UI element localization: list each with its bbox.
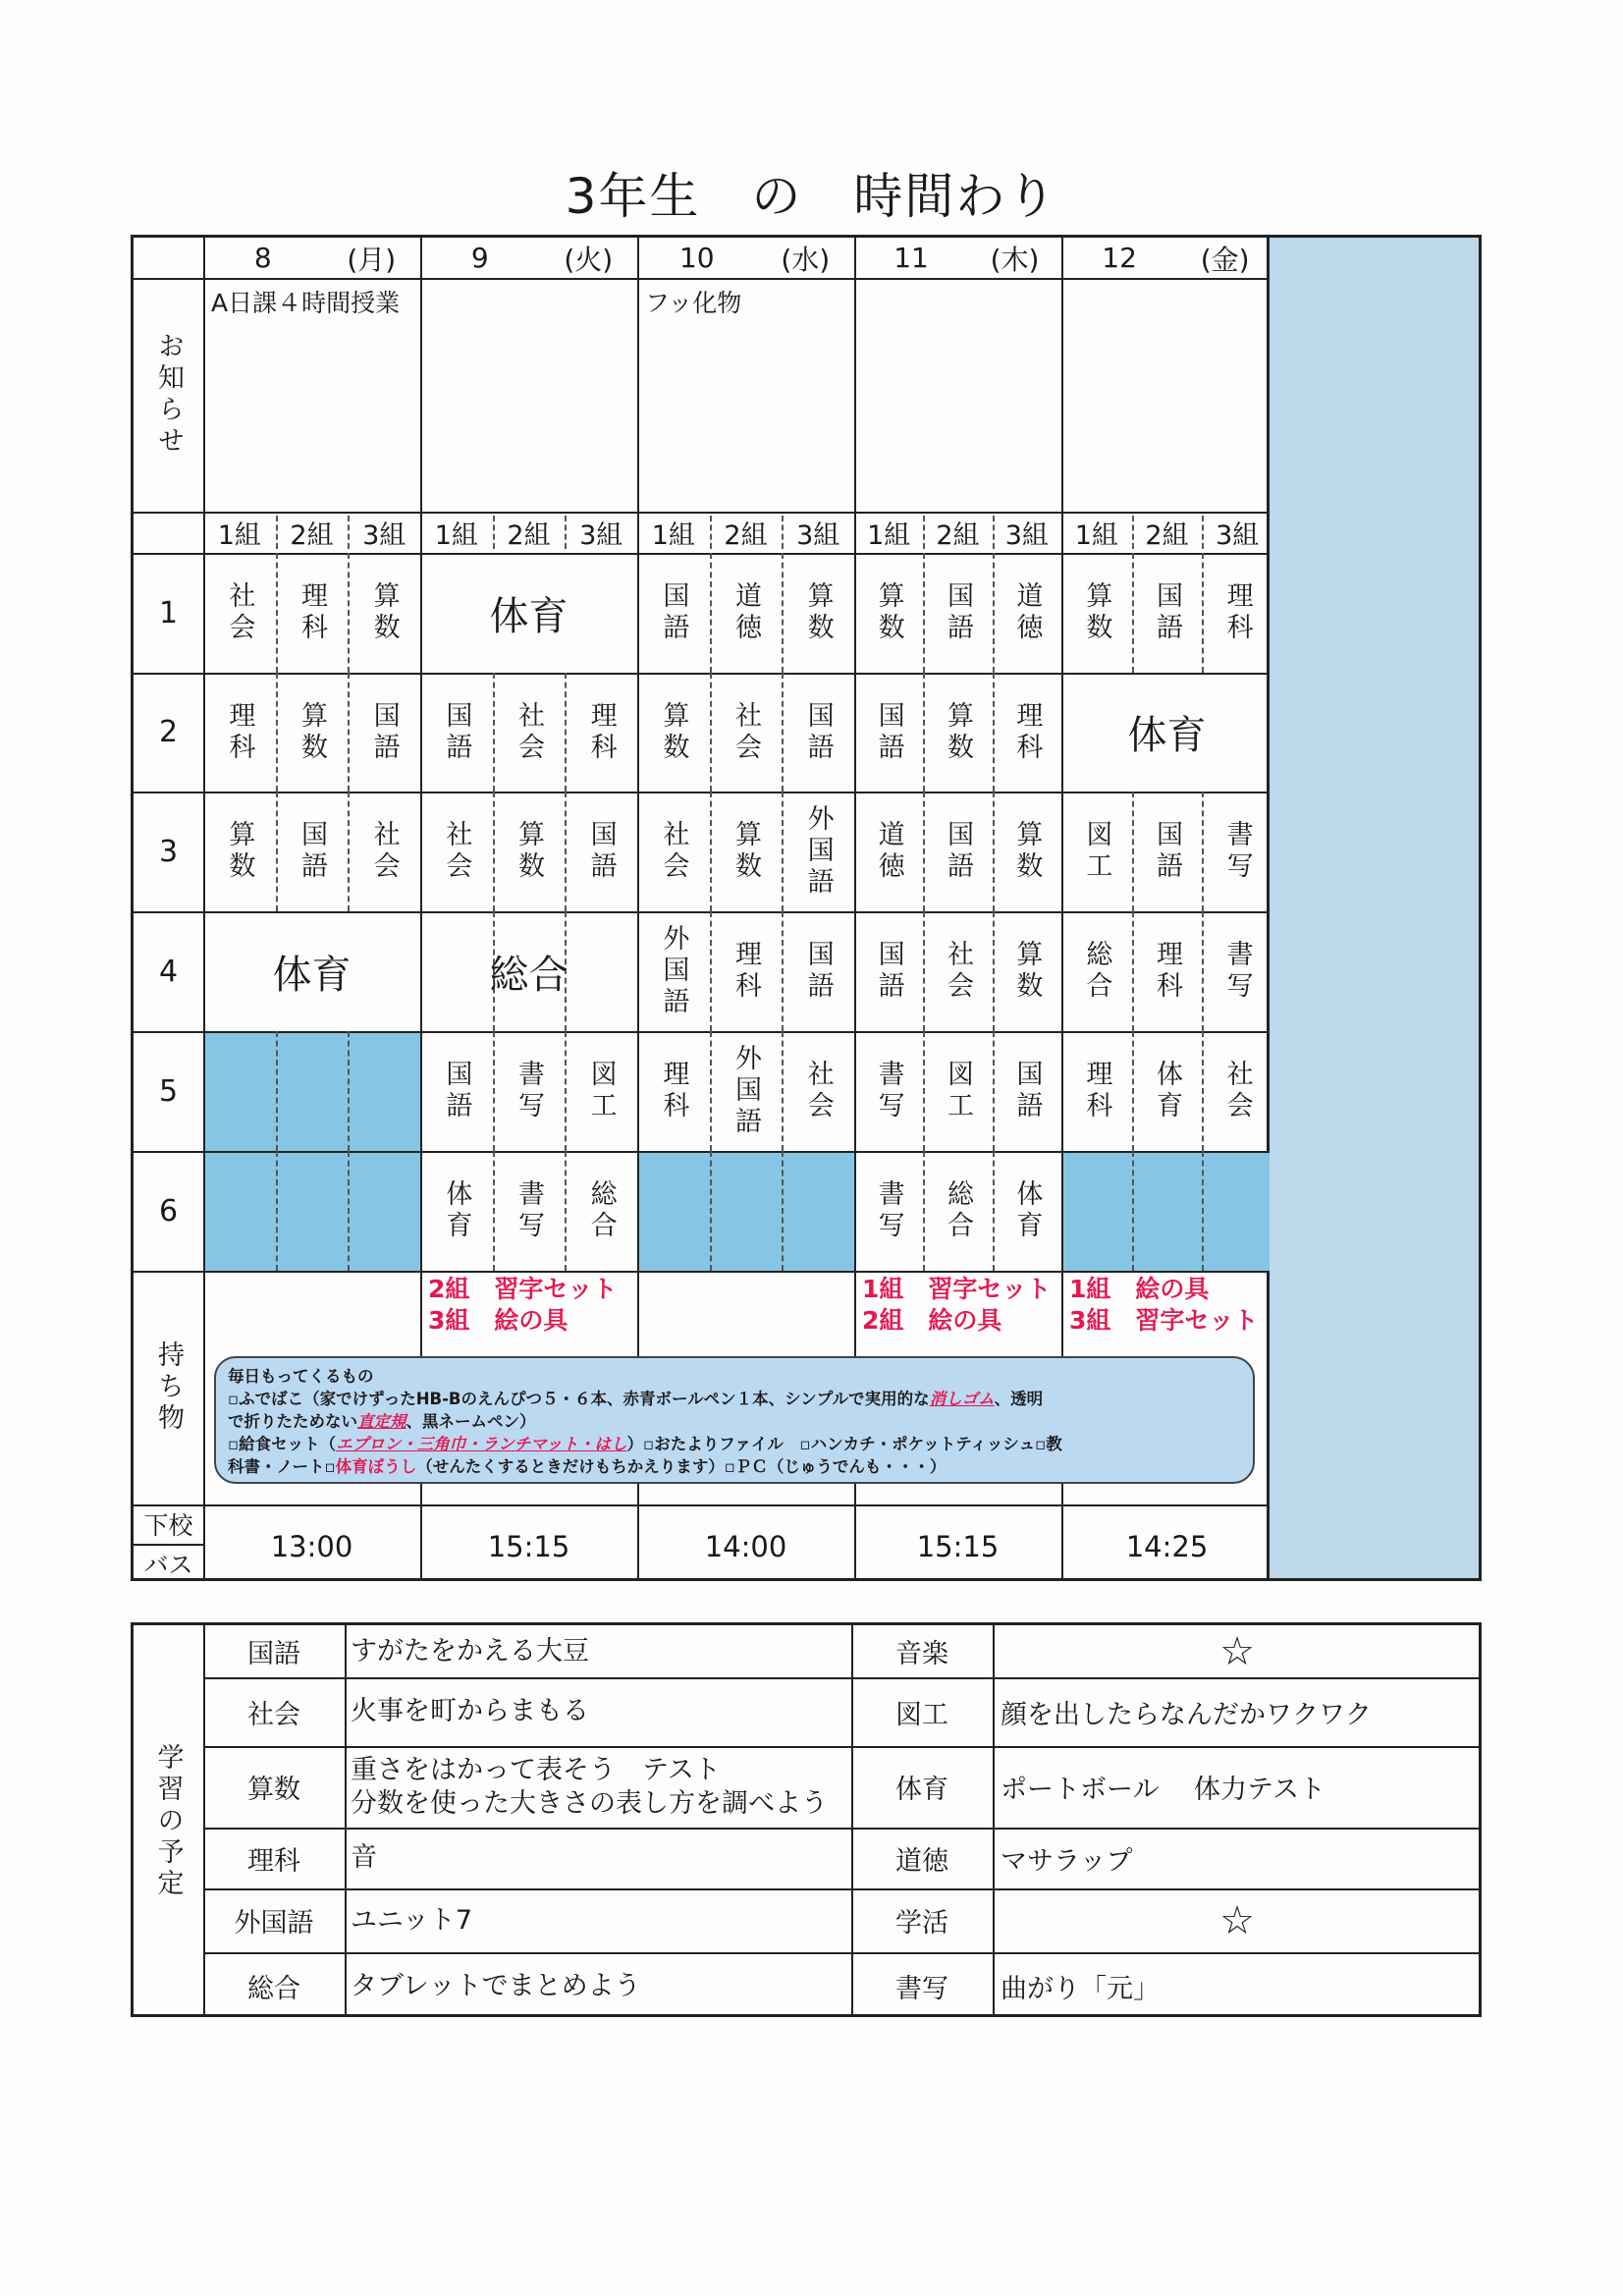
day-date: 8 (253, 242, 272, 274)
subject-cell (1061, 553, 1132, 673)
day-weekday: (火) (564, 243, 614, 276)
merged-subject-cell: 体育 (272, 952, 352, 998)
empty-period-cell (203, 1031, 276, 1151)
subject-name: 総合 (585, 1179, 617, 1242)
day-weekday: (水) (781, 243, 831, 276)
subject-name: 道徳 (730, 581, 761, 644)
subject-cell (710, 1031, 783, 1151)
subject-name: 体育 (1011, 1179, 1043, 1242)
plan-content-line: 音 (351, 1842, 377, 1873)
subject-name: 書写 (873, 1179, 904, 1242)
belongings-item (637, 1274, 854, 1305)
subject-cell (348, 553, 420, 673)
everyday-text: （せんたくするときだけもちかえります）▫ＰＣ（じゅうでんも・・・） (416, 1457, 947, 1476)
dismissal-time: 15:15 (916, 1530, 1000, 1563)
period-number: 2 (158, 715, 179, 749)
subject-cell (637, 1031, 710, 1151)
subject-cell (203, 553, 276, 673)
subject-cell (854, 792, 923, 911)
everyday-text: 、透明 (994, 1390, 1044, 1408)
grid-divider (782, 1151, 784, 1271)
class-group-label: 3組 (362, 519, 406, 551)
plan-content-line: ユニット7 (351, 1904, 473, 1936)
dismissal-time: 14:25 (1125, 1530, 1209, 1563)
subject-cell (1132, 553, 1203, 673)
plan-content: マサラップ (1001, 1845, 1133, 1877)
subject-cell (993, 1031, 1061, 1151)
subject-name: 書写 (1221, 940, 1253, 1003)
subject-cell (1202, 553, 1272, 673)
subject-name: 算数 (224, 820, 255, 883)
everyday-highlight: エプロン・三角巾・ランチマット・はし (336, 1435, 627, 1453)
grid-divider (710, 1151, 712, 1271)
subject-name: 社会 (802, 1060, 834, 1122)
plan-content: 曲がり「元」 (1001, 1974, 1160, 2004)
subject-cell (493, 673, 566, 792)
merged-subject-cell: 体育 (1127, 713, 1207, 758)
subject-cell (1202, 792, 1272, 911)
subject-name: 理科 (1011, 700, 1043, 764)
plan-content (345, 1828, 851, 1888)
bus-label: バス (143, 1551, 193, 1579)
subject-name: 総合 (942, 1179, 973, 1242)
notice-label: お知らせ (153, 331, 184, 458)
subject-name: 社会 (368, 820, 400, 883)
everyday-text: ▫ふでばこ（家でけずったHB-Bのえんぴつ５・６本、赤青ボールペン１本、シンプルで実用的な (228, 1390, 930, 1408)
everyday-text: ）▫おたよりファイル ▫ハンカチ・ポケットティッシュ▫教 (626, 1435, 1062, 1453)
dismissal-time: 15:15 (487, 1530, 570, 1563)
subject-cell (203, 792, 276, 911)
class-group-label: 3組 (579, 519, 623, 551)
class-group-label: 2組 (290, 519, 334, 551)
subject-name: 外国語 (802, 804, 834, 899)
plan-subject: 道徳 (895, 1845, 948, 1877)
subject-name: 算数 (802, 581, 834, 644)
subject-name: 算数 (658, 700, 689, 764)
subject-cell (565, 1031, 637, 1151)
plan-subject: 書写 (895, 1974, 948, 2004)
subject-cell (493, 1151, 566, 1271)
plan-content-line: すがたをかえる大豆 (351, 1635, 589, 1667)
grid-divider (348, 1031, 350, 1151)
subject-cell (710, 792, 783, 911)
grid-divider (348, 1151, 350, 1271)
subject-name: 図工 (942, 1060, 973, 1122)
belongings-item: 2組 習字セット (428, 1275, 618, 1303)
plan-label: 学習の予定 (152, 1742, 184, 1900)
belongings-item (203, 1305, 420, 1337)
subject-name: 外国語 (730, 1044, 761, 1138)
plan-subject: 音楽 (895, 1639, 948, 1669)
star-icon: ☆ (1219, 1897, 1255, 1943)
class-group-label: 2組 (936, 519, 980, 551)
subject-name: 理科 (1221, 581, 1253, 644)
subject-cell (1202, 911, 1272, 1031)
day-date: 10 (678, 242, 715, 274)
class-group-label: 2組 (1145, 519, 1189, 551)
subject-cell (782, 792, 854, 911)
subject-cell (993, 673, 1061, 792)
plan-content (345, 1888, 851, 1952)
belongings-item: 3組 習字セット (1069, 1306, 1259, 1335)
plan-subject: 社会 (247, 1699, 300, 1730)
empty-period-cell (276, 1151, 349, 1271)
class-group-label: 2組 (724, 519, 768, 551)
class-group-label: 1組 (217, 519, 261, 551)
subject-name: 社会 (942, 940, 973, 1003)
subject-name: 算数 (873, 581, 904, 644)
class-group-label: 2組 (507, 519, 551, 551)
day-notice: フッ化物 (645, 289, 742, 317)
dismissal-time: 14:00 (704, 1530, 787, 1563)
merged-subject-cell: 総合 (489, 952, 568, 998)
subject-name: 図工 (1081, 820, 1112, 883)
plan-content (345, 1625, 851, 1677)
subject-cell (923, 1031, 992, 1151)
subject-cell (420, 673, 493, 792)
belongings-item: 3組 絵の具 (428, 1306, 568, 1335)
subject-cell (923, 553, 992, 673)
subject-name: 国語 (802, 940, 834, 1003)
subject-name: 書写 (513, 1060, 544, 1122)
subject-name: 国語 (658, 581, 689, 644)
plan-content-line: 分数を使った大きさの表し方を調べよう (351, 1787, 828, 1819)
period-line (134, 1271, 1272, 1273)
subject-cell (420, 792, 493, 911)
subject-cell (782, 673, 854, 792)
subject-name: 理科 (585, 700, 617, 764)
class-group-label: 3組 (796, 519, 840, 551)
belongings-label: 持ち物 (153, 1340, 184, 1435)
plan-content (345, 1952, 851, 2020)
subject-cell (993, 553, 1061, 673)
subject-cell (710, 673, 783, 792)
subject-cell (637, 792, 710, 911)
subject-cell (710, 553, 783, 673)
subject-name: 体育 (1151, 1060, 1182, 1122)
grid-divider (1202, 1151, 1204, 1271)
subject-name: 算数 (1011, 820, 1043, 883)
everyday-text: 科書・ノート▫ (228, 1457, 336, 1476)
subject-cell (993, 911, 1061, 1031)
everyday-text: ▫給食セット（ (228, 1435, 337, 1453)
subject-name: 社会 (1221, 1060, 1253, 1122)
belongings-item: 2組 絵の具 (862, 1306, 1002, 1335)
period-number: 3 (158, 834, 179, 869)
plan-subject: 国語 (247, 1639, 300, 1669)
plan-content (345, 1746, 851, 1828)
plan-content: ポートボール 体力テスト (1001, 1775, 1325, 1805)
subject-name: 国語 (585, 820, 617, 883)
subject-cell (854, 1151, 923, 1271)
subject-name: 国語 (296, 820, 327, 883)
subject-name: 国語 (1011, 1060, 1043, 1122)
subject-name: 書写 (1221, 820, 1253, 883)
subject-name: 総合 (1081, 940, 1112, 1003)
side-panel (1270, 235, 1482, 1581)
subject-name: 算数 (730, 820, 761, 883)
subject-name: 書写 (873, 1060, 904, 1122)
everyday-highlight: 体育ぼうし (335, 1457, 417, 1476)
subject-name: 国語 (873, 700, 904, 764)
subject-cell (923, 911, 992, 1031)
subject-cell (348, 673, 420, 792)
day-notice: A日課４時間授業 (211, 289, 401, 317)
subject-name: 社会 (730, 700, 761, 764)
subject-name: 国語 (873, 940, 904, 1003)
subject-cell (854, 1031, 923, 1151)
grid-divider (276, 1031, 278, 1151)
class-group-label: 1組 (651, 519, 695, 551)
class-group-label: 1組 (1074, 519, 1118, 551)
plan-content: 顔を出したらなんだかワクワク (1001, 1699, 1372, 1730)
everyday-line-2 (228, 1410, 1241, 1433)
subject-name: 算数 (296, 700, 327, 764)
subject-cell (923, 1151, 992, 1271)
class-group-label: 1組 (434, 519, 478, 551)
subject-name: 国語 (942, 820, 973, 883)
study-plan-table (131, 1622, 1482, 2017)
subject-cell (203, 673, 276, 792)
plan-content-line: タブレットでまとめよう (351, 1970, 641, 2001)
subject-name: 国語 (368, 700, 400, 764)
belongings-item: 1組 絵の具 (1069, 1275, 1210, 1303)
day-date: 12 (1102, 242, 1137, 274)
subject-name: 道徳 (873, 820, 904, 883)
belongings-item (203, 1274, 420, 1305)
subject-cell (1132, 911, 1203, 1031)
day-weekday: (月) (347, 243, 397, 276)
period-number: 5 (158, 1073, 179, 1109)
empty-period-cell (1061, 1151, 1132, 1271)
empty-period-cell (203, 1151, 276, 1271)
subject-name: 理科 (296, 581, 327, 644)
everyday-highlight: 消しゴム (929, 1390, 995, 1408)
subject-cell (1202, 1031, 1272, 1151)
day-weekday: (金) (1200, 243, 1250, 276)
subject-name: 算数 (1081, 581, 1112, 644)
period-number: 6 (158, 1193, 179, 1229)
subject-cell (276, 673, 349, 792)
plan-subject: 理科 (247, 1845, 300, 1877)
day-weekday: (木) (990, 243, 1040, 276)
subject-name: 理科 (1081, 1060, 1112, 1122)
empty-period-cell (710, 1151, 783, 1271)
subject-cell (923, 792, 992, 911)
class-group-label: 3組 (1216, 519, 1260, 551)
plan-subject: 算数 (247, 1775, 300, 1805)
subject-cell (993, 1151, 1061, 1271)
subject-cell (637, 553, 710, 673)
subject-name: 国語 (441, 700, 472, 764)
subject-cell (1132, 1031, 1203, 1151)
subject-cell (420, 1031, 493, 1151)
subject-cell (276, 792, 349, 911)
everyday-line-1 (228, 1388, 1241, 1410)
everyday-highlight: 直定規 (357, 1412, 406, 1431)
subject-cell (710, 911, 783, 1031)
subject-name: 算数 (942, 700, 973, 764)
subject-cell (493, 1031, 566, 1151)
day-date: 11 (893, 242, 929, 274)
everyday-line-4 (228, 1455, 1241, 1478)
subject-cell (854, 553, 923, 673)
dismissal-label: 下校 (143, 1511, 193, 1540)
everyday-items-note (214, 1356, 1255, 1484)
empty-period-cell (1202, 1151, 1272, 1271)
belongings-item (637, 1305, 854, 1337)
subject-cell (637, 911, 710, 1031)
empty-period-cell (637, 1151, 710, 1271)
subject-cell (565, 1151, 637, 1271)
class-group-label: 1組 (867, 519, 911, 551)
subject-name: 社会 (224, 581, 255, 644)
subject-name: 外国語 (658, 924, 689, 1018)
subject-name: 道徳 (1011, 581, 1043, 644)
subject-name: 算数 (1011, 940, 1043, 1003)
empty-period-cell (276, 1031, 349, 1151)
subject-name: 社会 (658, 820, 689, 883)
grid-divider (1132, 1151, 1134, 1271)
plan-content-line: 火事を町からまもる (351, 1696, 589, 1726)
subject-name: 体育 (441, 1179, 472, 1242)
belongings-item: 1組 習字セット (862, 1275, 1052, 1303)
subject-name: 理科 (658, 1060, 689, 1122)
subject-cell (493, 792, 566, 911)
subject-cell (782, 911, 854, 1031)
subject-name: 算数 (513, 820, 544, 883)
subject-cell (1061, 792, 1132, 911)
day-notice (1061, 278, 1272, 511)
subject-name: 社会 (513, 700, 544, 764)
subject-name: 国語 (1151, 581, 1182, 644)
plan-content-line: 重さをはかって表そう テスト (351, 1754, 721, 1785)
subject-name: 国語 (441, 1060, 472, 1122)
subject-name: 理科 (1151, 940, 1182, 1003)
subject-name: 国語 (942, 581, 973, 644)
subject-cell (565, 673, 637, 792)
period-number: 4 (158, 954, 179, 989)
subject-cell (420, 1151, 493, 1271)
empty-period-cell (348, 1151, 420, 1271)
day-date: 9 (470, 242, 489, 274)
plan-content (345, 1677, 851, 1746)
subject-cell (1061, 911, 1132, 1031)
plan-subject: 外国語 (234, 1908, 314, 1939)
class-group-label: 3組 (1004, 519, 1049, 551)
day-notice (854, 278, 1061, 511)
page-title: 3年生 の 時間わり (565, 168, 1058, 225)
subject-name: 書写 (513, 1179, 544, 1242)
subject-cell (782, 553, 854, 673)
empty-period-cell (348, 1031, 420, 1151)
dismissal-time: 13:00 (270, 1530, 353, 1563)
subject-name: 理科 (730, 940, 761, 1003)
subject-name: 社会 (441, 820, 472, 883)
subject-name: 算数 (368, 581, 400, 644)
subject-cell (993, 792, 1061, 911)
star-icon: ☆ (1219, 1628, 1255, 1674)
subject-cell (637, 673, 710, 792)
everyday-text: で折りたためない (228, 1412, 357, 1431)
empty-period-cell (1132, 1151, 1203, 1271)
subject-cell (276, 553, 349, 673)
period-line (134, 1151, 1272, 1153)
subject-cell (565, 792, 637, 911)
subject-name: 国語 (1151, 820, 1182, 883)
merged-subject-cell: 体育 (489, 593, 568, 639)
subject-cell (854, 673, 923, 792)
subject-cell (1132, 792, 1203, 911)
plan-subject: 学活 (895, 1908, 948, 1939)
subject-cell (782, 1031, 854, 1151)
everyday-line-3 (228, 1433, 1241, 1455)
subject-cell (1061, 1031, 1132, 1151)
subject-cell (854, 911, 923, 1031)
subject-name: 図工 (585, 1060, 617, 1122)
subject-name: 国語 (802, 700, 834, 764)
day-notice (420, 278, 637, 511)
period-number: 1 (158, 595, 179, 630)
everyday-text: 、黒ネームペン） (406, 1412, 536, 1431)
plan-subject: 図工 (895, 1699, 948, 1730)
subject-cell (923, 673, 992, 792)
grid-divider (276, 1151, 278, 1271)
plan-subject: 体育 (895, 1775, 948, 1805)
empty-period-cell (782, 1151, 854, 1271)
subject-cell (348, 792, 420, 911)
everyday-heading: 毎日もってくるもの (228, 1367, 374, 1386)
subject-name: 理科 (224, 700, 255, 764)
plan-subject: 総合 (247, 1974, 300, 2004)
